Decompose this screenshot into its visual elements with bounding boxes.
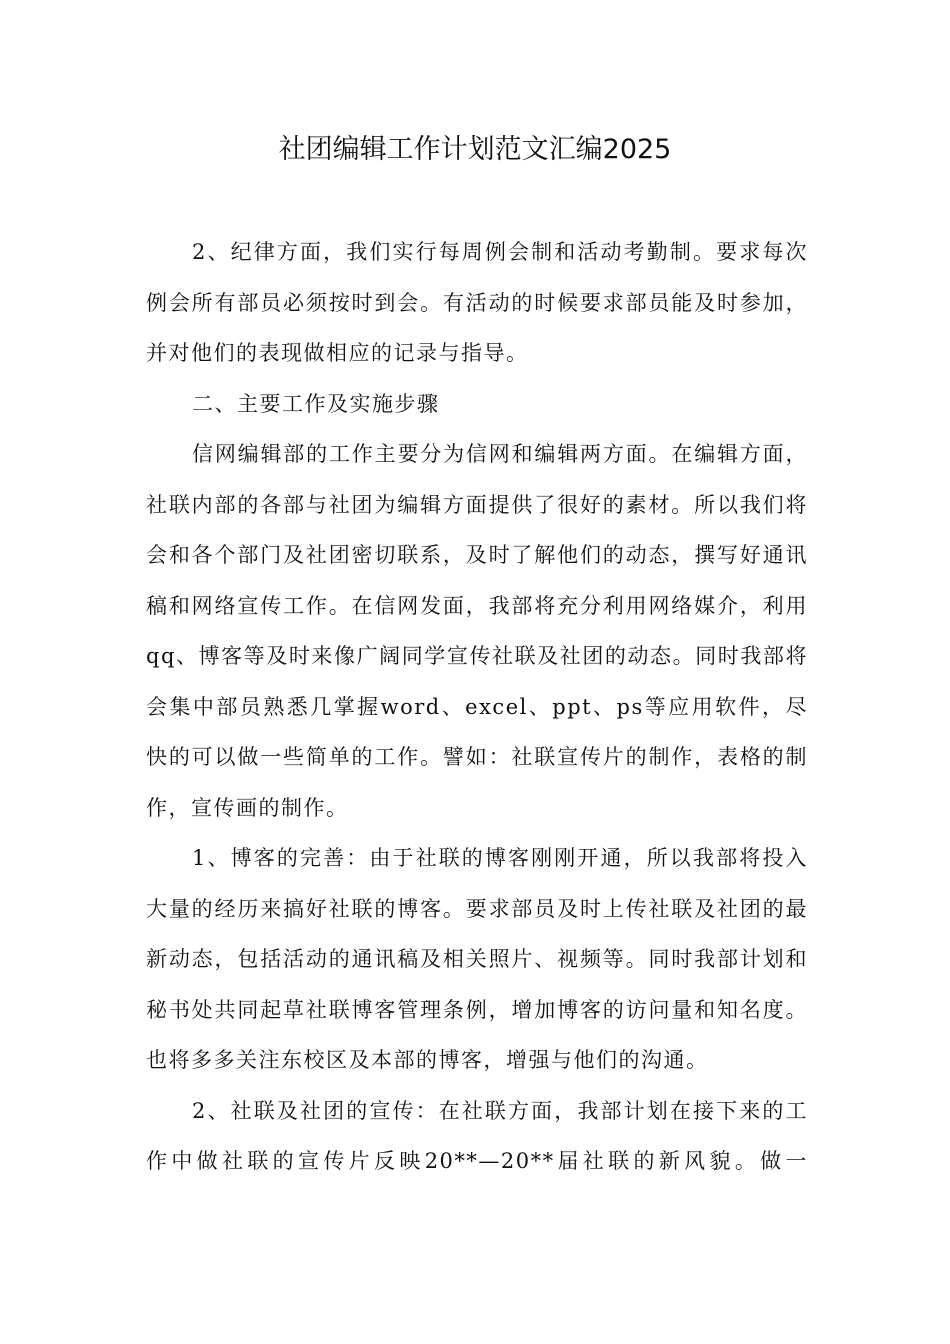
- section-heading-main-work: 二、主要工作及实施步骤: [192, 391, 440, 416]
- document-title: 社团编辑工作计划范文汇编2025: [278, 134, 672, 165]
- paragraph-blog-improvement: 1、博客的完善：由于社联的博客刚刚开通，所以我部将投入大量的经历来搞好社联的博客。要求部员及时上传社联及社团的最新动态，包括活动的通讯稿及相关照片、视频等。同时我部计划和秘书处共同起草社联博客管理条例，增加博客的访问量和知名度。也将多多关注东校区及本部的博客，增强与他们的沟通。: [146, 846, 808, 1072]
- paragraph-discipline: 2、纪律方面，我们实行每周例会制和活动考勤制。要求每次例会所有部员必须按时到会。有活动的时候要求部员能及时参加，并对他们的表现做相应的记录与指导。: [146, 240, 808, 365]
- document-body: [146, 227, 808, 1187]
- paragraph-department-work: 信网编辑部的工作主要分为信网和编辑两方面。在编辑方面，社联内部的各部与社团为编辑方面提供了很好的素材。所以我们将会和各个部门及社团密切联系，及时了解他们的动态，撰写好通讯稿和网络宣传工作。在信网发面，我部将充分利用网络媒介，利用qq、博客等及时来像广阔同学宣传社联及社团的动态。同时我部将会集中部员熟悉几掌握word、excel、ppt、ps等应用软件，尽快的可以做一些简单的工作。譬如：社联宣传片的制作，表格的制作，宣传画的制作。: [146, 442, 808, 820]
- paragraph-publicity: 2、社联及社团的宣传：在社联方面，我部计划在接下来的工作中做社联的宣传片反映20**—20**届社联的新风貌。做一: [146, 1098, 808, 1173]
